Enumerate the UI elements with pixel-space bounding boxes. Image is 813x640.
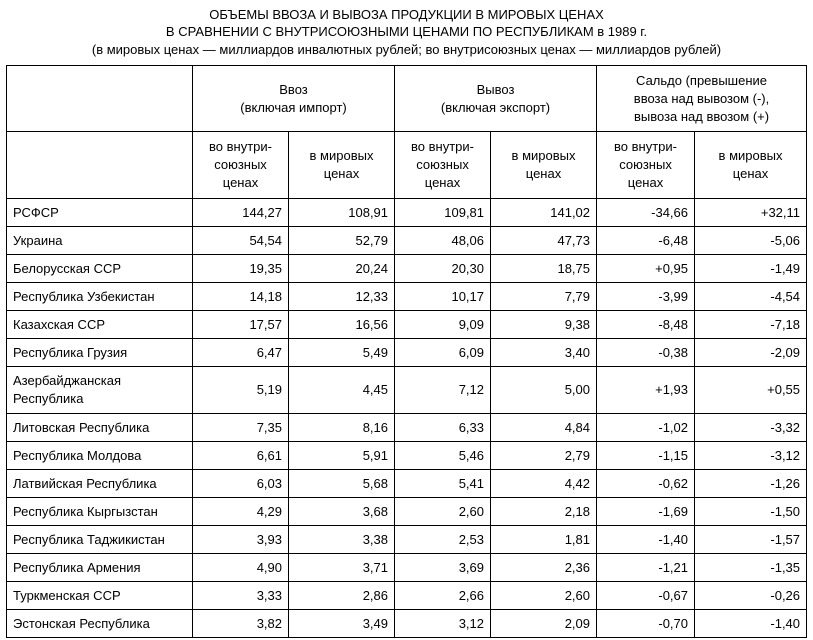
cell-balance-world: -1,40 (695, 610, 807, 638)
header-balance-line: Сальдо (превышение (636, 72, 767, 88)
cell-balance-world: -1,50 (695, 498, 807, 526)
subheader-line: ценах (732, 166, 769, 181)
cell-import-internal: 3,33 (193, 582, 289, 610)
cell-export-internal: 9,09 (395, 311, 491, 339)
cell-import-world: 4,45 (289, 367, 395, 414)
republic-name: Республика Узбекистан (7, 283, 193, 311)
cell-import-internal: 6,03 (193, 470, 289, 498)
cell-import-world: 8,16 (289, 414, 395, 442)
title-line-1: ОБЪЕМЫ ВВОЗА И ВЫВОЗА ПРОДУКЦИИ В МИРОВЫХ ЦЕНАХ (209, 7, 604, 22)
subheader-line: ценах (323, 166, 360, 181)
cell-export-internal: 3,12 (395, 610, 491, 638)
republic-name: Республика Кыргызстан (7, 498, 193, 526)
subheader-internal (193, 132, 289, 199)
cell-balance-world: -7,18 (695, 311, 807, 339)
cell-balance-internal: -1,15 (597, 442, 695, 470)
cell-balance-internal: -1,21 (597, 554, 695, 582)
republic-name: Республика Армения (7, 554, 193, 582)
republic-name: Эстонская Республика (7, 610, 193, 638)
cell-export-internal: 48,06 (395, 227, 491, 255)
cell-import-internal: 5,19 (193, 367, 289, 414)
cell-balance-world: +32,11 (695, 199, 807, 227)
cell-import-internal: 6,47 (193, 339, 289, 367)
cell-export-internal: 3,69 (395, 554, 491, 582)
republic-name: Литовская Республика (7, 414, 193, 442)
cell-import-world: 12,33 (289, 283, 395, 311)
cell-balance-world: -3,32 (695, 414, 807, 442)
header-balance-line: ввоза над вывозом (-), (633, 90, 770, 106)
cell-export-world: 2,60 (491, 582, 597, 610)
header-export (395, 66, 597, 132)
cell-balance-world: -3,12 (695, 442, 807, 470)
cell-export-world: 1,81 (491, 526, 597, 554)
republic-name-line: Азербайджанская (13, 373, 122, 388)
cell-balance-world: -1,49 (695, 255, 807, 283)
cell-export-world: 5,00 (491, 367, 597, 414)
cell-export-world: 7,79 (491, 283, 597, 311)
table-row (7, 526, 807, 554)
subheader-world (491, 132, 597, 199)
table-row (7, 442, 807, 470)
subheader-internal (395, 132, 491, 199)
table-row (7, 414, 807, 442)
header-export-line: Вывоз (476, 81, 515, 97)
header-balance-line: вывоза над ввозом (+) (633, 108, 770, 124)
cell-import-world: 52,79 (289, 227, 395, 255)
republic-name-line: Республика (13, 391, 84, 406)
cell-import-internal: 144,27 (193, 199, 289, 227)
republic-name: Туркменская ССР (7, 582, 193, 610)
republic-name: Казахская ССР (7, 311, 193, 339)
subheader-line: союзных (619, 157, 672, 172)
header-corner (7, 66, 193, 132)
cell-export-internal: 109,81 (395, 199, 491, 227)
header-import-line: (включая импорт) (240, 99, 347, 115)
header-row-1 (7, 66, 807, 132)
cell-balance-world: -2,09 (695, 339, 807, 367)
cell-import-world: 5,91 (289, 442, 395, 470)
subheader-line: ценах (222, 175, 259, 190)
subheader-internal (597, 132, 695, 199)
republic-name: Республика Грузия (7, 339, 193, 367)
republic-name: Республика Молдова (7, 442, 193, 470)
cell-balance-internal: -0,62 (597, 470, 695, 498)
document-title (0, 0, 813, 40)
subheader-line: во внутри- (209, 139, 272, 154)
table-body (7, 199, 807, 638)
republic-name: Украина (7, 227, 193, 255)
document-subtitle: (в мировых ценах — миллиардов инвалютных рублей; во внутрисоюзных ценах — миллиардов рублей) (91, 42, 722, 57)
cell-import-internal: 17,57 (193, 311, 289, 339)
cell-import-internal: 19,35 (193, 255, 289, 283)
cell-import-internal: 14,18 (193, 283, 289, 311)
cell-balance-internal: -3,99 (597, 283, 695, 311)
cell-import-world: 20,24 (289, 255, 395, 283)
republic-name: Республика Таджикистан (7, 526, 193, 554)
cell-balance-world: -5,06 (695, 227, 807, 255)
table-row (7, 199, 807, 227)
republic-name: Латвийская Республика (7, 470, 193, 498)
cell-balance-world: -0,26 (695, 582, 807, 610)
cell-import-internal: 6,61 (193, 442, 289, 470)
cell-import-internal: 54,54 (193, 227, 289, 255)
cell-export-world: 2,36 (491, 554, 597, 582)
subheader-line: ценах (627, 175, 664, 190)
subheader-line: в мировых (718, 148, 783, 163)
subheader-line: ценах (525, 166, 562, 181)
subheader-line: союзных (214, 157, 267, 172)
cell-import-internal: 4,29 (193, 498, 289, 526)
header-row-2 (7, 132, 807, 199)
cell-export-world: 9,38 (491, 311, 597, 339)
cell-export-internal: 6,09 (395, 339, 491, 367)
cell-export-internal: 5,41 (395, 470, 491, 498)
title-line-2: В СРАВНЕНИИ С ВНУТРИСОЮЗНЫМИ ЦЕНАМИ ПО РЕСПУБЛИКАМ в 1989 г. (165, 24, 648, 39)
cell-balance-world: -4,54 (695, 283, 807, 311)
cell-export-world: 2,79 (491, 442, 597, 470)
subheader-line: союзных (416, 157, 469, 172)
cell-balance-internal: -1,69 (597, 498, 695, 526)
subheader-world (695, 132, 807, 199)
republic-name: Белорусская ССР (7, 255, 193, 283)
subheader-line: во внутри- (614, 139, 677, 154)
header-import (193, 66, 395, 132)
cell-balance-internal: -34,66 (597, 199, 695, 227)
table-row (7, 311, 807, 339)
table-row (7, 498, 807, 526)
cell-balance-internal: -8,48 (597, 311, 695, 339)
cell-balance-internal: -1,40 (597, 526, 695, 554)
table-row (7, 227, 807, 255)
table-row (7, 582, 807, 610)
cell-export-internal: 10,17 (395, 283, 491, 311)
cell-import-world: 5,49 (289, 339, 395, 367)
table-row (7, 339, 807, 367)
table-row (7, 367, 807, 414)
cell-balance-world: -1,57 (695, 526, 807, 554)
cell-balance-internal: -1,02 (597, 414, 695, 442)
cell-import-world: 3,68 (289, 498, 395, 526)
table-row (7, 255, 807, 283)
cell-export-world: 4,84 (491, 414, 597, 442)
cell-balance-internal: +0,95 (597, 255, 695, 283)
cell-import-world: 108,91 (289, 199, 395, 227)
cell-balance-internal: -0,70 (597, 610, 695, 638)
cell-export-world: 4,42 (491, 470, 597, 498)
cell-balance-internal: +1,93 (597, 367, 695, 414)
cell-import-world: 3,49 (289, 610, 395, 638)
cell-export-world: 18,75 (491, 255, 597, 283)
cell-export-world: 47,73 (491, 227, 597, 255)
table-row (7, 610, 807, 638)
cell-import-world: 5,68 (289, 470, 395, 498)
cell-balance-internal: -0,67 (597, 582, 695, 610)
cell-export-internal: 2,66 (395, 582, 491, 610)
cell-import-internal: 7,35 (193, 414, 289, 442)
cell-balance-internal: -0,38 (597, 339, 695, 367)
cell-export-world: 2,18 (491, 498, 597, 526)
table-row (7, 554, 807, 582)
subheader-line: в мировых (309, 148, 374, 163)
cell-import-world: 16,56 (289, 311, 395, 339)
cell-export-internal: 2,60 (395, 498, 491, 526)
cell-export-internal: 6,33 (395, 414, 491, 442)
cell-import-world: 3,38 (289, 526, 395, 554)
cell-import-world: 2,86 (289, 582, 395, 610)
cell-export-internal: 20,30 (395, 255, 491, 283)
header-balance (597, 66, 807, 132)
cell-balance-world: -1,26 (695, 470, 807, 498)
cell-balance-world: +0,55 (695, 367, 807, 414)
republic-name (7, 367, 193, 414)
cell-export-world: 141,02 (491, 199, 597, 227)
subheader-line: во внутри- (411, 139, 474, 154)
header-import-line: Ввоз (279, 81, 308, 97)
cell-import-internal: 3,93 (193, 526, 289, 554)
subheader-line: ценах (424, 175, 461, 190)
cell-export-internal: 5,46 (395, 442, 491, 470)
cell-export-world: 3,40 (491, 339, 597, 367)
subheader-line: в мировых (511, 148, 576, 163)
cell-export-internal: 7,12 (395, 367, 491, 414)
republic-name: РСФСР (7, 199, 193, 227)
cell-import-world: 3,71 (289, 554, 395, 582)
cell-export-internal: 2,53 (395, 526, 491, 554)
cell-export-world: 2,09 (491, 610, 597, 638)
cell-balance-internal: -6,48 (597, 227, 695, 255)
cell-balance-world: -1,35 (695, 554, 807, 582)
subheader-world (289, 132, 395, 199)
table-row (7, 470, 807, 498)
cell-import-internal: 4,90 (193, 554, 289, 582)
cell-import-internal: 3,82 (193, 610, 289, 638)
header-empty (7, 132, 193, 199)
table-row (7, 283, 807, 311)
header-export-line: (включая экспорт) (440, 99, 551, 115)
trade-table (6, 65, 807, 638)
